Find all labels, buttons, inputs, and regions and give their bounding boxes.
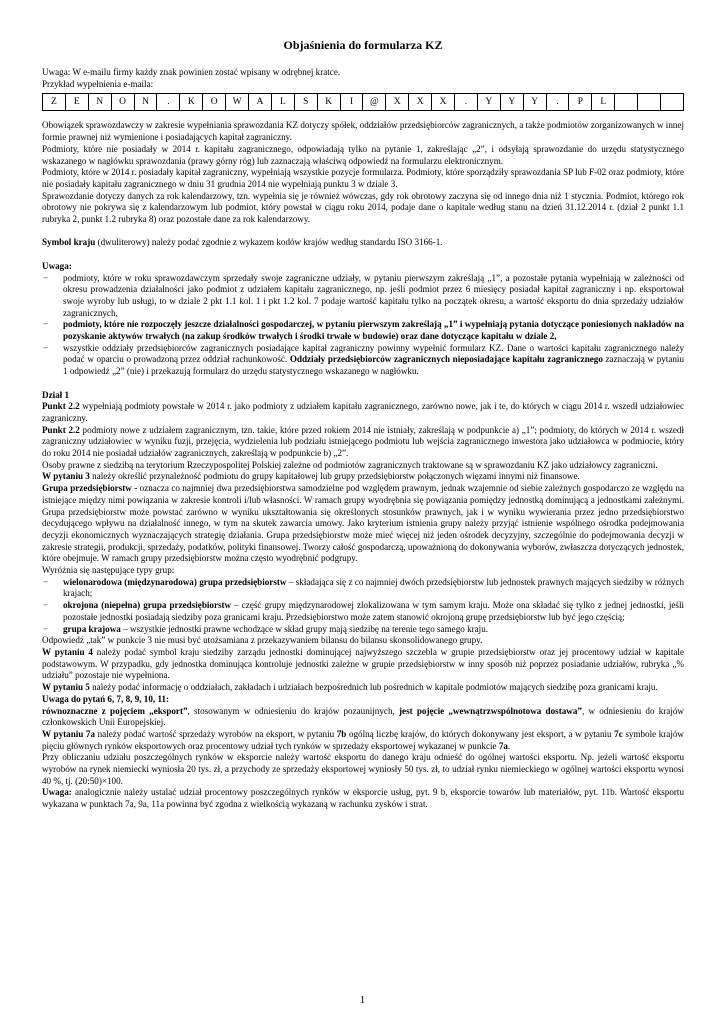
email-cell: .	[547, 94, 570, 110]
list-item: − grupa krajowa – wszystkie jednostki prawne wchodzące w skład grupy mają siedzibę na terenie tego samego kraju.	[42, 624, 684, 636]
paragraph-punkt-2-2: Punkt 2.2 wypełniają podmioty powstałe w 2014 r. jako podmioty z udziałem kapitału zagranicznego, zarówno nowe, jak i te, do których w ciągu 2014 r. wszedł udziałowiec zagraniczny.	[42, 401, 684, 423]
paragraph-osoby-prawne: Osoby prawne z siedzibą na terytorium Rzeczypospolitej Polskiej zależne od podmiotów zagranicznych traktowane są w sprawozdaniu KZ jako udziałowcy zagraniczni.	[42, 459, 658, 470]
email-cell: A	[249, 94, 272, 110]
email-cell: Y	[501, 94, 524, 110]
email-cell: @	[363, 94, 386, 110]
paragraph-pytanie-4: W pytaniu 4 należy podać symbol kraju siedziby zarządu jednostki dominującej najwyższego szczebla w grupie przedsiębiorstw oraz jej procentowy udział w kapitale podstawowym. W przypadku, gdy jednostka dominująca kontroluje jednostki zależne w grupie przedsiębiorstw w inny sposób niż poprzez posiadanie udziałów, rubryka „% udziału” pozostaje nie wypełniona.	[42, 647, 684, 681]
list-item: − wielonarodowa (międzynarodowa) grupa przedsiębiorstw – składająca się z co najmniej dwóch przedsiębiorstw lub jednostek prawnych mających siedziby w różnych krajach;	[42, 577, 684, 600]
email-cell: O	[112, 94, 135, 110]
email-cell: N	[89, 94, 112, 110]
document-page	[42, 38, 684, 811]
email-cell: E	[66, 94, 89, 110]
email-cell: X	[409, 94, 432, 110]
document-title: Objaśnienia do formularza KZ	[283, 38, 443, 52]
email-cell: L	[272, 94, 295, 110]
paragraph-obowiazek: Obowiązek sprawozdawczy w zakresie wypełniania sprawozdania KZ dotyczy spółek, oddziałów przedsiębiorców zagranicznych, a także podmiotów zorganizowanych w innej formie prawnej niż wymienione i posiadających kapitał zagraniczny.	[42, 120, 684, 143]
email-cell: K	[180, 94, 203, 110]
paragraph-obliczanie: Przy obliczaniu udziału poszczególnych rynków w eksporcie należy wartość eksportu do danego kraju odnieść do ogólnej wartości eksportu. Np. jeżeli wartość eksportu wyrobów na rynek niemiecki wyniosła 20 tys. zł, a przychody ze sprzedaży eksportowej wyniosły 50 tys. zł, to udział rynku niemieckiego w ogólnej wartości eksportu wynosi 40 %, tj. (20:50)×100.	[42, 752, 684, 786]
paragraph-punkt-2-2-detail: Punkt 2.2 podmioty nowe z udziałem zagranicznym, tzn. takie, które przed rokiem 2014 nie istniały, zakreślają w podpunkcie a) „1”; podmioty, do których w 2014 r. wszedł zagraniczny udziałowiec w wyniku fuzji, przejęcia, wydzielenia lub podziału istniejącego podmiotu lub wejścia zagranicznego inwestora jako udziałowca w podmiocie, który do roku 2014 nie posiadał udziałów zagranicznych, zakreślają w podpunkcie b) „2”.	[42, 424, 684, 459]
email-cell: I	[341, 94, 364, 110]
paragraph-odpowiedz-tak: Odpowiedź „tak” w punkcie 3 nie musi być utożsamiana z przekazywaniem bilansu do bilansu skonsolidowanego grupy.	[42, 635, 483, 646]
email-cell: X	[386, 94, 409, 110]
paragraph-symbol-kraju: Symbol kraju (dwuliterowy) należy podać zgodnie z wykazem kodów krajów według standardu ISO 3166-1.	[42, 237, 443, 248]
list-item: − wszystkie oddziały przedsiębiorców zagranicznych posiadające kapitał zagraniczny powinny wypełnić formularz KZ. Dane o wartości kapitału zagranicznego należy podać w oparciu o prowadzoną przez oddział rachunkowość. Oddziały przedsiębiorców zagranicznych nieposiadające kapitału zagranicznego zaznaczają w pytaniu 1 odpowiedź „2” (nie) i przekazują formularz do urzędu statystycznego wskazanego w nagłówku.	[42, 343, 684, 378]
email-cell: S	[295, 94, 318, 110]
email-example-grid	[42, 93, 684, 111]
email-cell: N	[135, 94, 158, 110]
page-number: 1	[359, 994, 366, 1006]
email-cell: X	[432, 94, 455, 110]
email-cell: L	[592, 94, 615, 110]
group-types-list	[42, 577, 684, 636]
email-cell: Y	[478, 94, 501, 110]
email-cell: Y	[524, 94, 547, 110]
paragraph-pytanie-7: W pytaniu 7a należy podać wartość sprzedaży wyrobów na eksport, w pytaniu 7b ogólną liczbę krajów, do których dokonywany jest eksport, a w pytaniu 7c symbole krajów pięciu głównych rynków eksportowych oraz procentowy udział tych rynków w sprzedaży eksportowej wykazanej w punkcie 7a.	[42, 728, 684, 751]
email-cell: O	[203, 94, 226, 110]
paragraph-rownoznaczne: równoznaczne z pojęciem „eksport”, stosowanym w odniesieniu do krajów pozaunijnych, jest pojęcie „wewnątrzwspólnotowa dostawa”, w odniesieniu do krajów członkowskich Unii Europejskiej.	[42, 705, 684, 728]
email-cell: W	[226, 94, 249, 110]
email-example-label: Przykład wypełnienia e-maila:	[42, 78, 154, 89]
paragraph-calendar-year: Sprawozdanie dotyczy danych za rok kalendarzowy, tzn. wypełnia się je również wówczas, gdy rok obrotowy zaczyna się od innego dnia niż 1 stycznia. Podmiot, którego rok obrotowy nie pokrywa się z kalendarzowym lub podmiot, który powstał w ciągu roku 2014, podaje dane o kapitale według stanu na dzień 31.12.2014 r. (dział 2 punkt 1.1 rubryka 2, punkt 1.2 rubryka 8) oraz pozostałe dane za rok kalendarzowy.	[42, 190, 684, 225]
paragraph-with-capital: Podmioty, które w 2014 r. posiadały kapitał zagraniczny, wypełniają wszystkie pozycje formularza. Podmioty, które sporządziły sprawozdania SP lub F-02 oraz podmioty, które nie posiadały kapitału zagranicznego w dniu 31 grudnia 2014 nie wypełniają punktu 3 w dziale 3.	[42, 167, 684, 189]
paragraph-no-capital: Podmioty, które nie posiadały w 2014 r. kapitału zagranicznego, odpowiadają tylko na pytanie 1, zakreślając „2”, i odsyłają sprawozdanie do urzędu statystycznego wskazanego w nagłówku sprawozdania (prawy górny róg) lub zaznaczają właściwą odpowiedź na formularzu elektronicznym.	[42, 143, 684, 166]
email-cell: .	[455, 94, 478, 110]
list-item: − podmioty, które w roku sprawozdawczym sprzedały swoje zagraniczne udziały, w pytaniu pierwszym zakreślają „1”, a pozostałe pytania wypełniają w zależności od okresu prowadzenia działalności jako podmiot z udziałem kapitału zagranicznego, np. jeśli podmiot przez 6 miesięcy posiadał kapitał zagraniczny i np. eksportował swoje wyroby lub usługi, to w dziale 2 pkt 1.1 kol. 1 i pkt 1.2 kol. 7 podaje wartość kapitału tylko na początek okresu, a wartość eksportu do dnia sprzedaży udziałów zagranicznych,	[42, 273, 684, 320]
email-note: Uwaga: W e-mailu firmy każdy znak powinien zostać wpisany w odrębnej kratce.	[42, 67, 341, 77]
email-cell: .	[157, 94, 180, 110]
email-cell	[661, 94, 683, 110]
uwaga-list	[42, 273, 684, 378]
section-heading-dzial-1: Dział 1	[42, 389, 70, 400]
list-item: − okrojona (niepełna) grupa przedsiębiorstw – część grupy międzynarodowej zlokalizowana w tym samym kraju. Może ona składać się tylko z jednej jednostki, jeśli pozostałe jednostki posiadają siedziby poza granicami kraju. Przedsiębiorstwo może zatem stanowić okrojoną grupę przedsiębiorstw lub być jego częścią;	[42, 600, 684, 623]
uwaga-heading: Uwaga:	[42, 260, 72, 271]
list-item: − podmioty, które nie rozpoczęły jeszcze działalności gospodarczej, w pytaniu pierwszym zakreślają „1” i wypełniają pytania dotyczące poniesionych nakładów na pozyskanie aktywów trwałych (na zakup środków trwałych i środki trwałe w budowie) oraz dane dotyczące kapitału w dziale 2,	[42, 319, 684, 342]
email-cell: Z	[43, 94, 66, 110]
paragraph-pytanie-3: W pytaniu 3 należy określić przynależność podmiotu do grupy kapitałowej lub grupy przedsiębiorstw połączonych więzami innymi niż finansowe.	[42, 471, 580, 482]
paragraph-grupa-przedsiebiorstw: Grupa przedsiębiorstw - oznacza co najmniej dwa przedsiębiorstwa samodzielne pod względem prawnym, jednak wzajemnie od siebie zależnych gospodarczo ze względu na istniejące między nimi powiązania w zakresie kontroli i/lub własności. W ramach grupy wyodrębnia się powiązania pomiędzy jednostką dominującą a jednostkami zależnymi. Grupa przedsiębiorstw może powstać zarówno w wyniku ukształtowania się określonych stosunków prawnych, jak i w wyniku wywierania przez jedno przedsiębiorstwo decydującego wpływu na działalność innego, w tym na skutek zawarcia umowy. Jako kryterium istnienia grupy należy przyjąć istnienie wspólnego ośrodka podejmowania decyzji ekonomicznych wyznaczających strategię działania. Grupa przedsiębiorstw może mieć więcej niż jeden ośrodek decyzyjny, szczególnie do podejmowania decyzji w zakresie strategii, produkcji, sprzedaży, podatków, polityki finansowej. Tworzy całość gospodarczą, upoważnioną do dokonywania wyborów, zwłaszcza dotyczących jednostek, które obejmuje. W ramach grupy przedsiębiorstw można często wyodrębnić podgrupy.	[42, 483, 684, 564]
email-cell	[615, 94, 638, 110]
paragraph-uwaga-analogicznie: Uwaga: analogicznie należy ustalać udział procentowy poszczególnych rynków w eksporcie usług, pyt. 9 b, eksporcie towarów lub materiałów, pyt. 11b. Wartość eksportu wykazana w punktach 7a, 9a, 11a powinna być zgodna z wielkością wykazaną w rachunku zysków i strat.	[42, 787, 684, 810]
email-cell: K	[318, 94, 341, 110]
email-cell: P	[569, 94, 592, 110]
email-cell	[638, 94, 661, 110]
paragraph-uwaga-pytania: Uwaga do pytań 6, 7, 8, 9, 10, 11:	[42, 693, 170, 704]
paragraph-pytanie-5: W pytaniu 5 należy podać informację o oddziałach, zakładach i udziałach bezpośrednich lub pośrednich w kapitale podmiotów mających siedzibę poza granicami kraju.	[42, 682, 658, 693]
paragraph-typy-grup: Wyróżnia się następujące typy grup:	[42, 565, 175, 576]
